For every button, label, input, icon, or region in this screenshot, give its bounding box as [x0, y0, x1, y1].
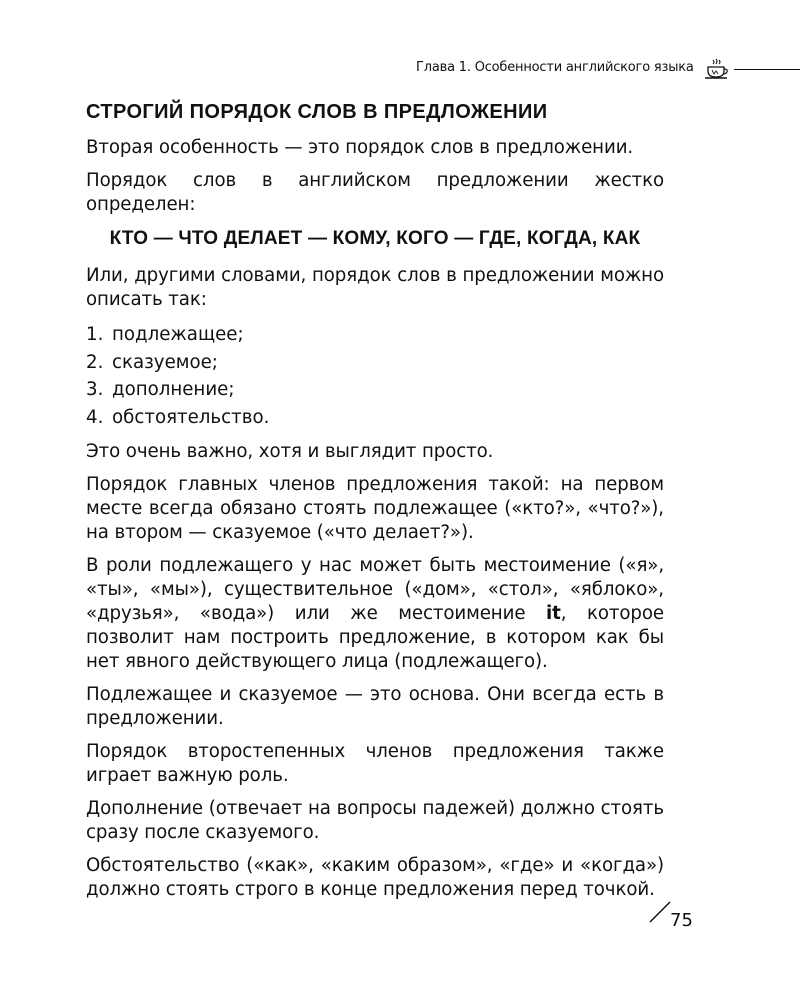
running-head-rule — [734, 69, 800, 70]
list-item-number: 1. — [86, 324, 104, 345]
numbered-list — [86, 321, 664, 431]
list-item — [86, 376, 664, 404]
paragraph: Порядок второстепенных членов предложения также играет важную роль. — [86, 741, 664, 786]
text-run: , которое позволит нам построить предложение, в котором как бы нет явного действующего лица (подлежащего). — [86, 603, 664, 672]
page-number: 75 — [670, 910, 693, 931]
paragraph: Дополнение (отвечает на вопросы падежей) должно стоять сразу после сказуемого. — [86, 798, 664, 843]
list-item-text: обстоятельство. — [112, 406, 270, 428]
paragraph: Вторая особенность — это порядок слов в предложении. — [86, 137, 634, 158]
keyword-it: it — [546, 603, 561, 624]
word-order-formula: КТО — ЧТО ДЕЛАЕТ — КОМУ, КОГО — ГДЕ, КОГДА, КАК — [109, 228, 641, 249]
paragraph: Обстоятельство («как», «каким образом», «где» и «когда») должно стоять строго в конце предложения перед точкой. — [86, 855, 664, 900]
section-heading: СТРОГИЙ ПОРЯДОК СЛОВ В ПРЕДЛОЖЕНИИ — [86, 101, 548, 123]
running-head — [380, 58, 800, 82]
page-number-block — [648, 896, 708, 936]
paragraph: Порядок главных членов предложения такой: на первом месте всегда обязано стоять подлежащее («кто?», «что?»), на втором — сказуемое («что делает?»). — [86, 474, 664, 543]
list-item-text: сказуемое; — [112, 351, 218, 373]
list-item-text: дополнение; — [112, 379, 235, 400]
running-head-text: Глава 1. Особенности английского языка — [416, 60, 694, 75]
paragraph: Или, другими словами, порядок слов в предложении можно описать так: — [86, 265, 664, 310]
page-content — [86, 98, 664, 911]
list-item-text: подлежащее; — [112, 324, 244, 345]
list-item-number: 2. — [86, 351, 104, 373]
paragraph: Это очень важно, хотя и выглядит просто. — [86, 441, 494, 462]
paragraph — [86, 554, 664, 674]
teacup-icon — [703, 58, 729, 82]
paragraph: Порядок слов в английском предложении жестко определен: — [86, 170, 664, 215]
list-item-number: 3. — [86, 379, 104, 400]
list-item — [86, 404, 664, 432]
list-item — [86, 321, 664, 349]
list-item-number: 4. — [86, 406, 104, 428]
paragraph: Подлежащее и сказуемое — это основа. Они всегда есть в предложении. — [86, 684, 664, 729]
text-run: В роли подлежащего у нас может быть местоимение («я», «ты», «мы»), существительное («дом», «стол», «яблоко», «друзья», «вода») или же местоимение — [86, 555, 664, 624]
list-item — [86, 349, 664, 377]
